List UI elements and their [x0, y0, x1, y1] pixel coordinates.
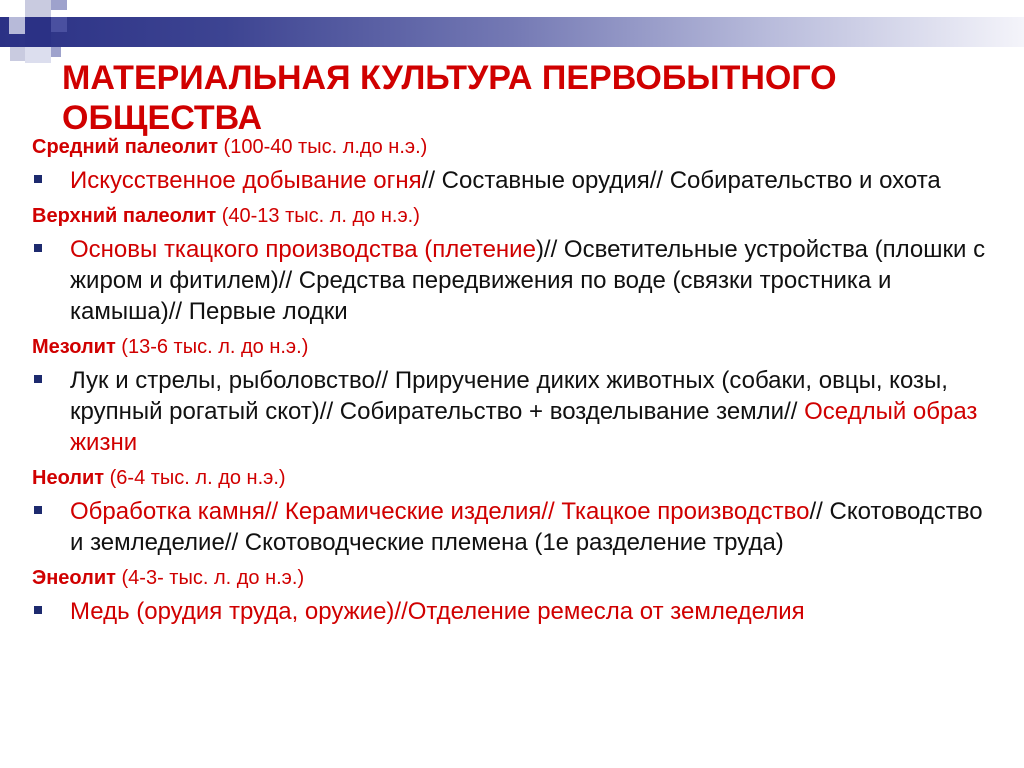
square-bullet-icon [34, 244, 42, 252]
highlighted-text: Оседлый образ жизни [70, 398, 978, 456]
period-dates: (4-3- тыс. л. до н.э.) [115, 567, 305, 589]
period-name: Верхний палеолит [32, 205, 217, 227]
bullet-item [32, 365, 1002, 458]
corner-square-4 [25, 17, 51, 47]
corner-square-8 [51, 47, 61, 57]
period-heading [32, 566, 1002, 590]
bullet-text: // Составные орудия// Собирательство и охота [421, 167, 941, 194]
bullet-item [32, 596, 1002, 627]
bullet-text: // Скотоводство и земледелие// Скотоводческие племена (1е разделение труда) [70, 498, 983, 556]
square-bullet-icon [34, 606, 42, 614]
period-dates: (100-40 тыс. л.до н.э.) [218, 136, 428, 158]
period-heading [32, 335, 1002, 359]
highlighted-text: Обработка камня// Керамические изделия// Ткацкое производство [70, 498, 810, 525]
bullet-text: Лук и стрелы, рыболовство// Приручение диких животных (собаки, овцы, козы, крупный рогатый скот)// Собирательство + возделывание земли// [70, 367, 948, 425]
period-heading [32, 135, 1002, 159]
bullet-item [32, 496, 1002, 558]
bullet-item [32, 165, 1002, 196]
highlighted-text: Медь (орудия труда, оружие)//Отделение ремесла от земледелия [70, 598, 805, 625]
corner-square-2 [51, 0, 67, 10]
period-name: Неолит [32, 467, 105, 489]
period-dates: (13-6 тыс. л. до н.э.) [115, 336, 309, 358]
corner-square-5 [51, 17, 67, 32]
highlighted-text: Основы ткацкого производства (плетение [70, 236, 536, 263]
period-heading [32, 204, 1002, 228]
period-dates: (40-13 тыс. л. до н.э.) [216, 205, 420, 227]
period-name: Мезолит [32, 336, 116, 358]
bullet-text: )// Осветительные устройства (плошки с жиром и фитилем)// Средства передвижения по воде (связки тростника и камыша)// Первые лодки [70, 236, 986, 325]
bullet-item [32, 234, 1002, 327]
header-gradient-bar [0, 17, 1024, 47]
square-bullet-icon [34, 375, 42, 383]
period-name: Энеолит [32, 567, 116, 589]
period-heading [32, 466, 1002, 490]
slide-title: МАТЕРИАЛЬНАЯ КУЛЬТУРА ПЕРВОБЫТНОГО ОБЩЕСТВА [62, 59, 837, 137]
highlighted-text: Искусственное добывание огня [70, 167, 422, 194]
corner-square-6 [10, 47, 25, 61]
period-name: Средний палеолит [32, 136, 218, 158]
period-dates: (6-4 тыс. л. до н.э.) [104, 467, 286, 489]
corner-square-3 [9, 17, 25, 34]
corner-square-1 [25, 0, 51, 17]
slide-content [32, 135, 1002, 635]
square-bullet-icon [34, 506, 42, 514]
corner-square-7 [25, 47, 51, 63]
square-bullet-icon [34, 175, 42, 183]
